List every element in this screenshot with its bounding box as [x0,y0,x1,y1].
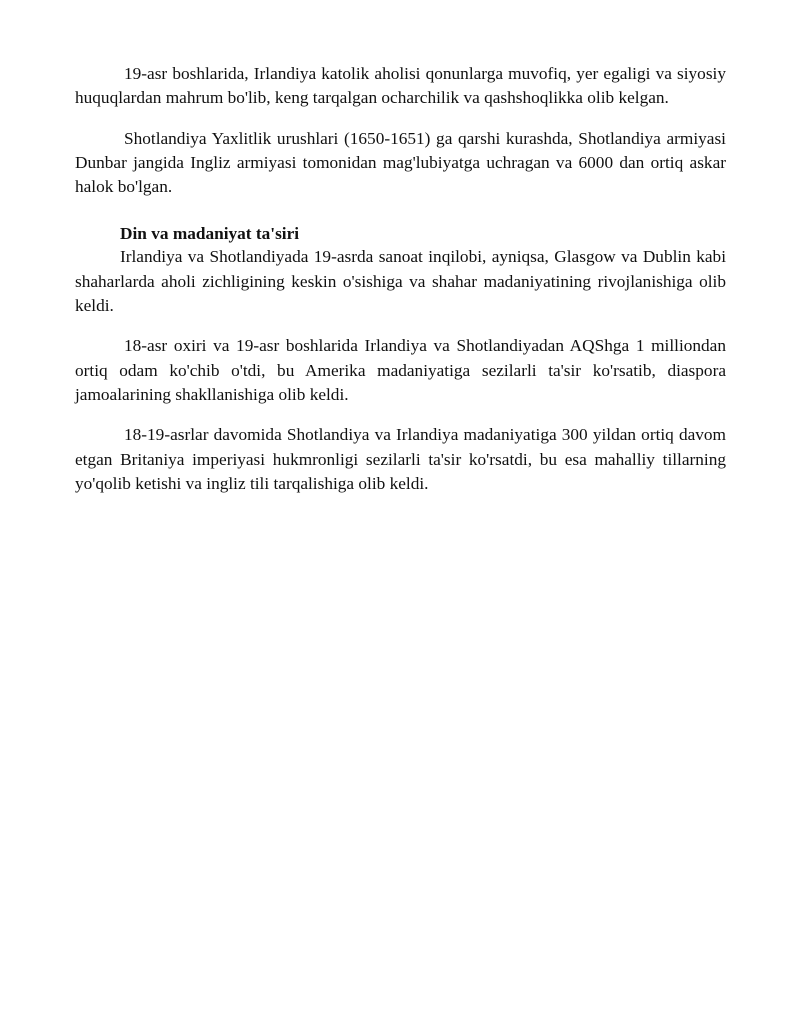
paragraph-irish-catholics: 19-asr boshlarida, Irlandiya katolik aholisi qonunlarga muvofiq, yer egaligi va siyosiy huquqlardan mahrum bo'lib, keng tarqalgan ocharchilik va qashshoqlikka olib kelgan. [75,64,726,108]
paragraph-emigration: 18-asr oxiri va 19-asr boshlarida Irlandiya va Shotlandiyadan AQShga 1 milliondan ortiq odam ko'chib o'tdi, bu Amerika madaniyatiga sezilarli ta'sir ko'rsatib, diaspora jamoalarining shakllanishiga olib keldi. [75,336,726,404]
paragraph-scottish-wars: Shotlandiya Yaxlitlik urushlari (1650-1651) ga qarshi kurashda, Shotlandiya armiyasi Dunbar jangida Ingliz armiyasi tomonidan mag'lubiyatga uchragan va 6000 dan ortiq askar halok bo'lgan. [75,128,726,197]
document-page [75,62,726,496]
paragraph-british-rule: 18-19-asrlar davomida Shotlandiya va Irlandiya madaniyatiga 300 yildan ortiq davom etgan Britaniya imperiyasi hukmronligi sezilarli ta'sir ko'rsatdi, bu esa mahalliy tillarning yo'qolib ketishi va ingliz tili tarqalishiga olib keldi. [75,425,726,493]
section-heading: Din va madaniyat ta'siri [120,224,300,244]
paragraph-industrial-revolution: Irlandiya va Shotlandiyada 19-asrda sanoat inqilobi, ayniqsa, Glasgow va Dublin kabi shaharlarda aholi zichligining keskin o'sishiga va shahar madaniyatining rivojlanishiga olib keldi. [75,247,726,316]
